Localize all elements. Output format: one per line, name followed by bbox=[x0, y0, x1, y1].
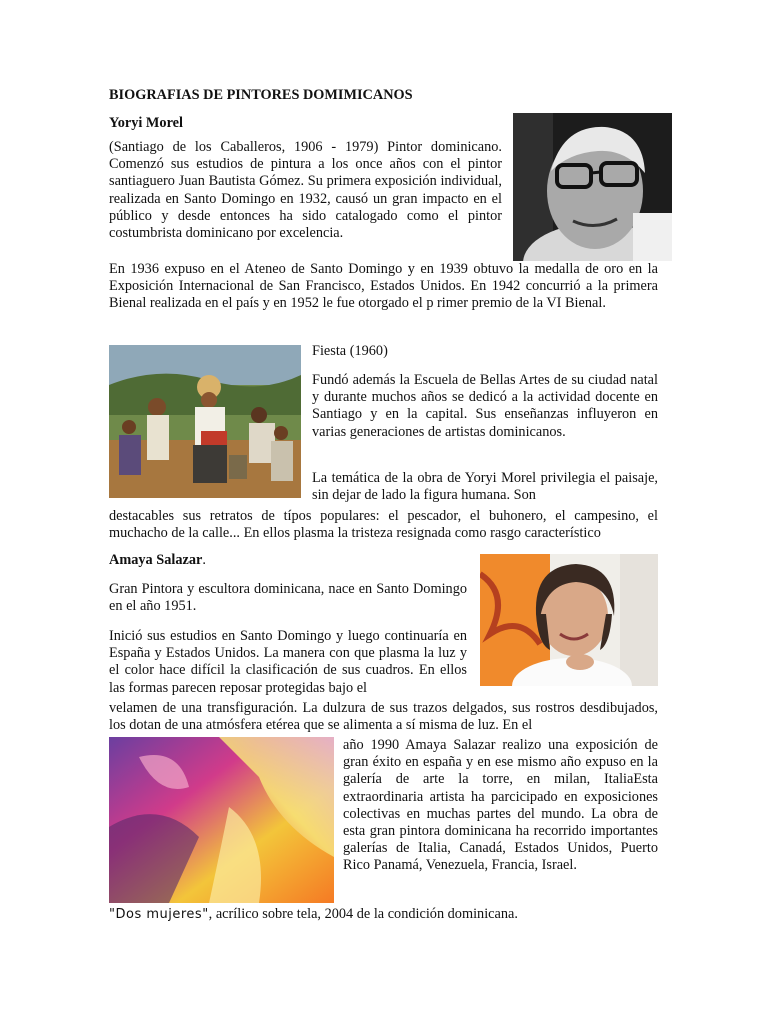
morel-heading: Yoryi Morel bbox=[109, 115, 183, 131]
salazar-paragraph-2b: velamen de una transfiguración. La dulzura de sus trazos delgados, sus rostros desdibujados, los dotan de una atmósfera etérea que se alimenta a sí misma de luz. En el bbox=[109, 700, 658, 734]
morel-paragraph-4a: La temática de la obra de Yoryi Morel privilegia el paisaje, sin dejar de lado la figura humana. Son bbox=[312, 470, 658, 504]
salazar-paragraph-2c: año 1990 Amaya Salazar realizo una exposición de gran éxito en españa y en ese mismo año expuso en la galería de arte la torre, en milan, ItaliaEsta extraordinaria artista ha parcicipado en exposiciones colectivas en muchas partes del mundo. La obra de esta gran pintora dominicana ha recorrido importantes galerías de Italia, Canadá, Estados Unidos, Puerto Rico Panamá, Venezuela, Francia, Israel. bbox=[343, 737, 658, 874]
salazar-name-suffix: . bbox=[202, 552, 206, 568]
fiesta-painting bbox=[109, 345, 301, 498]
dos-mujeres-caption bbox=[109, 906, 518, 923]
dos-mujeres-painting bbox=[109, 737, 334, 903]
salazar-name: Amaya Salazar bbox=[109, 552, 203, 568]
fiesta-caption: Fiesta (1960) bbox=[312, 343, 388, 359]
morel-portrait-photo bbox=[513, 113, 672, 261]
salazar-portrait-photo bbox=[480, 554, 658, 686]
morel-intro: (Santiago de los Caballeros, 1906 - 1979) Pintor dominicano. Comenzó sus estudios de pintura a los once años con el pintor santiaguero Juan Bautista Gómez. Su primera exposición individual, realizada en Santo Domingo en 1932, causó un gran impacto en el público y desde entonces ha sido catalogado como el pintor costumbrista dominicano por excelencia. bbox=[109, 139, 502, 242]
salazar-paragraph-1: Gran Pintora y escultora dominicana, nace en Santo Domingo en el año 1951. bbox=[109, 581, 467, 615]
document-title: BIOGRAFIAS DE PINTORES DOMIMICANOS bbox=[109, 87, 413, 103]
morel-paragraph-4b: destacables sus retratos de típos populares: el pescador, el buhonero, el campesino, el muchacho de la calle... En ellos plasma la tristeza resignada como rasgo característico bbox=[109, 508, 658, 542]
dos-mujeres-caption-rest: , acrílico sobre tela, 2004 de la condición dominicana. bbox=[208, 906, 518, 922]
dos-mujeres-caption-title: "Dos mujeres" bbox=[109, 907, 209, 922]
salazar-heading bbox=[109, 552, 206, 569]
morel-paragraph-2: En 1936 expuso en el Ateneo de Santo Domingo y en 1939 obtuvo la medalla de oro en la Exposición Internacional de San Francisco, Estados Unidos. En 1942 concurrió a la primera Bienal realizada en el país y en 1952 le fue otorgado el p rimer premio de la VI Bienal. bbox=[109, 261, 658, 312]
morel-paragraph-3: Fundó además la Escuela de Bellas Artes de su ciudad natal y durante muchos años se dedicó a la actividad docente en Santiago y en la capital. Sus enseñanzas influyeron en varias generaciones de artistas dominicanos. bbox=[312, 372, 658, 440]
salazar-paragraph-2a: Inició sus estudios en Santo Domingo y luego continuaría en España y Estados Unidos. La manera con que plasma la luz y el color hace difícil la clasificación de sus cuadros. En ellos las formas parecen reposar protegidas bajo el bbox=[109, 628, 467, 696]
